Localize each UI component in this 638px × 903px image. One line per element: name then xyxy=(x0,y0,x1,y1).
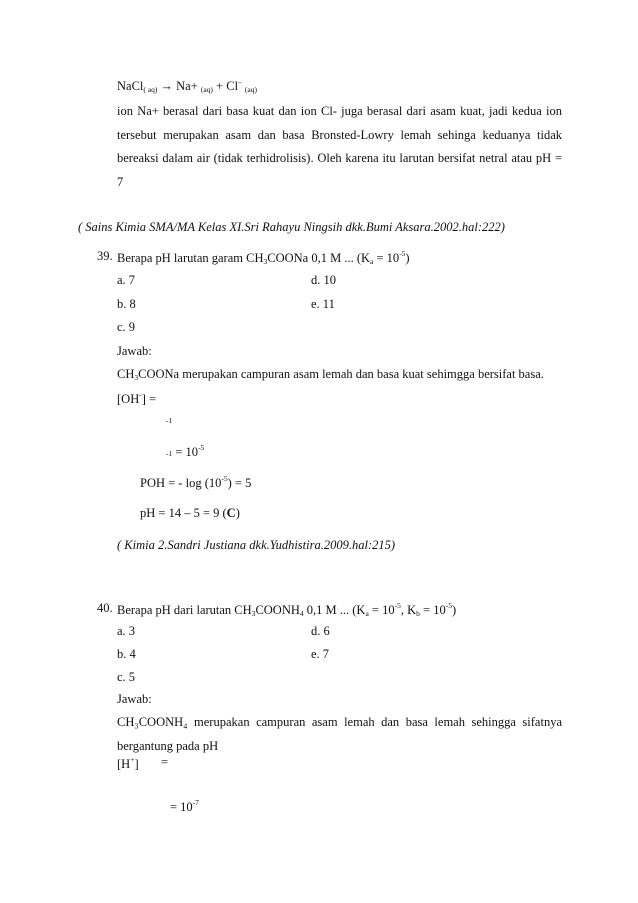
question-40-text: Berapa pH dari larutan $CH_3COONH_4$ 0,1 M ... ($K_a = 10^{-5}$, $K_b = 10^{-5}$) xyxy=(117,601,457,618)
explanation-paragraph: ion Na+ berasal dari basa kuat dan ion Cl- juga berasal dari asam kuat, jadi kedua ion tersebut merupakan asam dan basa Bronsted-Lowry lemah sehinga keduanya tidak bereaksi dalam air (tidak terhidrolisis). Oleh karena itu larutan bersifat netral atau pH = 7 xyxy=(117,104,562,189)
option-c: c. 5 xyxy=(117,670,136,684)
source-citation: ( Kimia 2.Sandri Justiana dkk.Yudhistira.2009.hal:215) xyxy=(117,538,396,552)
answer-statement: CH₃COONH₄ merupakan campuran asam lemah dan basa lemah sehingga sifatnya bergantung pada pH xyxy=(117,715,562,753)
ph-result: pH = 14 – 5 = 9 (C) xyxy=(140,506,240,520)
reaction-arrow: → xyxy=(160,79,173,93)
product-cl-state: (aq) xyxy=(244,85,257,94)
product-na: Na+ xyxy=(176,79,198,93)
option-d: d. 6 xyxy=(311,624,330,638)
question-number: 39. xyxy=(97,249,113,263)
equals-sign: = xyxy=(161,755,169,769)
option-a: a. 7 xyxy=(117,273,136,287)
reaction-equation xyxy=(117,77,257,94)
option-e: e. 11 xyxy=(311,297,335,311)
hydroxide-formula: [OH-] = xyxy=(117,390,157,406)
answer-label: Jawab: xyxy=(117,692,152,706)
product-cl-charge: – xyxy=(238,77,242,86)
product-na-state: (aq) xyxy=(200,85,213,94)
hydrogen-formula: [H+] xyxy=(117,755,139,771)
option-b: b. 8 xyxy=(117,297,136,311)
answer-statement: $CH_3COONa$ merupakan campuran asam lemah dan basa kuat sehimgga bersifat basa. xyxy=(117,367,544,382)
question-number: 40. xyxy=(97,601,113,615)
fraction-exponent: -1 xyxy=(166,416,173,425)
question-39-text: Berapa pH larutan garam $CH_3COONa$ 0,1 M ... $(K_a = 10^{-5})$ xyxy=(117,249,410,266)
option-c: c. 9 xyxy=(117,320,136,334)
option-a: a. 3 xyxy=(117,624,136,638)
reactant-state: ( aq) xyxy=(143,85,158,94)
hydroxide-result: $-1 = 10^{-5}$ xyxy=(166,443,205,459)
source-citation: ( Sains Kimia SMA/MA Kelas XI.Sri Rahayu Ningsih dkk.Bumi Aksara.2002.hal:222) xyxy=(78,220,505,234)
reactant: NaCl xyxy=(117,79,144,93)
poh-calculation: POH = - $\log (10^{-5}) = 5$ xyxy=(140,474,252,490)
answer-label: Jawab: xyxy=(117,344,152,358)
option-b: b. 4 xyxy=(117,647,136,661)
option-e: e. 7 xyxy=(311,647,330,661)
product-cl: Cl xyxy=(226,79,239,93)
hydrogen-result: = $10^{-7}$ xyxy=(170,798,199,814)
plus-sign: + xyxy=(216,79,224,93)
option-d: d. 10 xyxy=(311,273,336,287)
